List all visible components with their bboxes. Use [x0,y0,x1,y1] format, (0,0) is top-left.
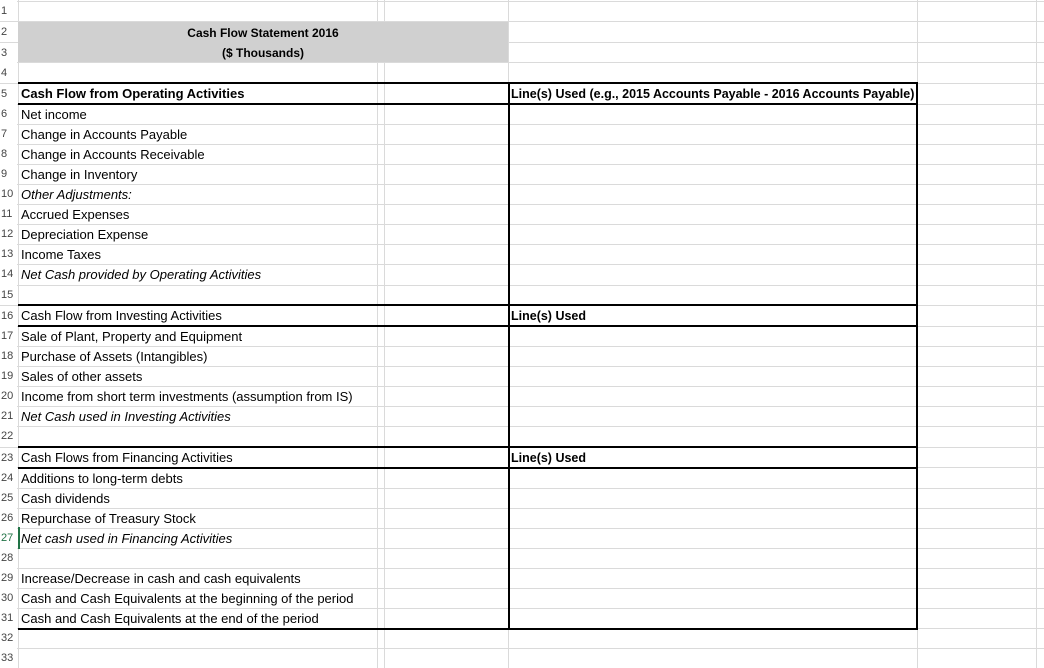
line-item[interactable]: Change in Accounts Receivable [21,147,205,162]
row-header[interactable]: 20 [0,386,17,406]
row-header[interactable]: 23 [0,448,17,468]
gridline [0,1,1044,2]
gridline [0,244,1044,245]
row-header[interactable]: 31 [0,608,17,628]
line-item[interactable]: Repurchase of Treasury Stock [21,511,196,526]
sheet-title[interactable]: Cash Flow Statement 2016 [187,26,339,40]
row-header[interactable]: 3 [0,43,17,63]
line-item[interactable]: Income from short term investments (assumption from IS) [21,389,353,404]
row-header[interactable]: 28 [0,548,17,568]
operating-total[interactable]: Net Cash provided by Operating Activities [21,267,262,282]
row-header[interactable]: 13 [0,244,17,264]
line-item[interactable]: Additions to long-term debts [21,471,183,486]
row-header[interactable]: 10 [0,184,17,204]
row-header[interactable]: 25 [0,488,17,508]
row-header[interactable]: 21 [0,406,17,426]
row-header[interactable]: 32 [0,628,17,648]
row-header[interactable]: 9 [0,164,17,184]
row-header[interactable]: 12 [0,224,17,244]
row-header[interactable]: 15 [0,285,17,305]
financing-section-header[interactable]: Cash Flows from Financing Activities [21,450,233,465]
line-item[interactable]: Sale of Plant, Property and Equipment [21,329,243,344]
column-border [916,82,918,630]
row-header[interactable]: 7 [0,124,17,144]
line-item[interactable]: Change in Inventory [21,167,138,182]
row-header[interactable]: 24 [0,468,17,488]
column-border [508,82,510,630]
row-header[interactable]: 11 [0,204,17,224]
financing-used-header[interactable]: Line(s) Used [511,451,587,465]
row-header[interactable]: 1 [0,1,17,21]
gridline [0,184,1044,185]
row-header[interactable]: 17 [0,326,17,346]
row-header[interactable]: 26 [0,508,17,528]
row-header[interactable]: 5 [0,84,17,104]
gridline [0,204,1044,205]
line-item[interactable]: Depreciation Expense [21,227,149,242]
row-header[interactable]: 8 [0,144,17,164]
line-item[interactable]: Cash dividends [21,491,110,506]
gridline [0,285,1044,286]
gridline [0,224,1044,225]
line-item[interactable]: Accrued Expenses [21,207,130,222]
row-header[interactable]: 16 [0,306,17,326]
line-item[interactable]: Increase/Decrease in cash and cash equivalents [21,571,301,586]
row-header[interactable]: 4 [0,63,17,83]
gridline [0,648,1044,649]
row-header[interactable]: 22 [0,426,17,446]
financing-total[interactable]: Net cash used in Financing Activities [21,531,233,546]
other-adjustments-label[interactable]: Other Adjustments: [21,187,132,202]
line-item[interactable]: Net income [21,107,87,122]
line-item[interactable]: Income Taxes [21,247,101,262]
row-header[interactable]: 14 [0,264,17,284]
line-item[interactable]: Cash and Cash Equivalents at the end of the period [21,611,319,626]
investing-section-header[interactable]: Cash Flow from Investing Activities [21,308,222,323]
row-header[interactable]: 30 [0,588,17,608]
row-header[interactable]: 19 [0,366,17,386]
row-header[interactable]: 6 [0,104,17,124]
row-header[interactable]: 2 [0,22,17,42]
row-header[interactable]: 29 [0,568,17,588]
investing-used-header[interactable]: Line(s) Used [511,309,587,323]
line-item[interactable]: Change in Accounts Payable [21,127,188,142]
sheet-subtitle[interactable]: ($ Thousands) [221,46,304,60]
operating-section-header[interactable]: Cash Flow from Operating Activities [21,86,245,101]
investing-total[interactable]: Net Cash used in Investing Activities [21,409,231,424]
line-item[interactable]: Cash and Cash Equivalents at the beginning of the period [21,591,354,606]
line-item[interactable]: Purchase of Assets (Intangibles) [21,349,208,364]
line-item[interactable]: Sales of other assets [21,369,143,384]
row-header[interactable]: 33 [0,648,17,668]
row-header-selected[interactable]: 27 [0,528,17,548]
row-header[interactable]: 18 [0,346,17,366]
active-row-indicator [18,527,20,549]
operating-used-header[interactable]: Line(s) Used (e.g., 2015 Accounts Payable - 2016 Accounts Payable) [511,87,915,101]
